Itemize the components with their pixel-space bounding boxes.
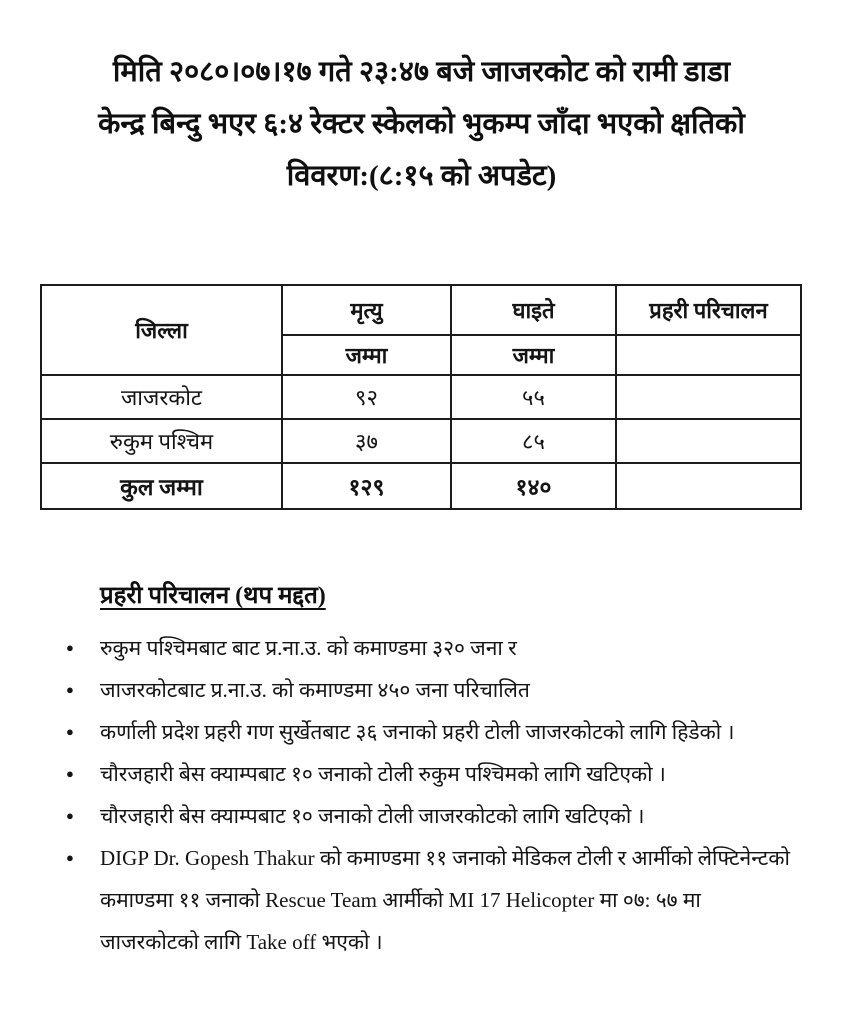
cell-deaths: ९२ (282, 375, 451, 419)
cell-district: जाजरकोट (41, 375, 282, 419)
bullet-text: जाजरकोटबाट प्र.ना.उ. को कमाण्डमा ४५० जना परिचालित (100, 678, 530, 702)
col-header-deaths: मृत्यु (282, 285, 451, 335)
bullet-icon: ● (66, 640, 74, 655)
cell-total-police (616, 463, 801, 509)
table-row (41, 419, 801, 463)
cell-total-injured: १४० (451, 463, 616, 509)
table-row (41, 375, 801, 419)
bullet-text: कर्णाली प्रदेश प्रहरी गण सुर्खेतबाट ३६ जनाको प्रहरी टोली जाजरकोटको लागि हिडेको । (100, 720, 735, 744)
bullet-icon: ● (66, 682, 74, 697)
subheader-deaths-total: जम्मा (282, 335, 451, 375)
bullet-text: रुकुम पश्चिमबाट बाट प्र.ना.उ. को कमाण्डमा ३२० जना र (100, 636, 517, 660)
col-header-district: जिल्ला (41, 285, 282, 375)
bullet-icon: ● (66, 724, 74, 739)
title-line-3: विवरण:(८:१५ को अपडेट) (286, 160, 557, 192)
bullet-text: DIGP Dr. Gopesh Thakur को कमाण्डमा ११ जनाको मेडिकल टोली र आर्मीको लेफ्टिनेन्टको कमाण्डमा ११ जनाको Rescue Team आर्मीको MI 17 Helicopter मा ०७: ५७ मा जाजरकोटको लागि Take off भएको । (100, 846, 790, 954)
title-line-2: केन्द्र बिन्दु भएर ६:४ रेक्टर स्केलको भुकम्प जाँदा भएको क्षतिको (98, 108, 745, 140)
bullet-icon: ● (66, 808, 74, 823)
table-header-row (41, 285, 801, 335)
list-item (40, 795, 803, 837)
section-heading: प्रहरी परिचालन (थप मद्दत) (100, 583, 326, 609)
police-mobilization-section (40, 510, 803, 963)
cell-deaths: ३७ (282, 419, 451, 463)
cell-injured: ८५ (451, 419, 616, 463)
bullet-icon: ● (66, 766, 74, 781)
bullet-text: चौरजहारी बेस क्याम्पबाट १० जनाको टोली जाजरकोटको लागि खटिएको । (100, 804, 645, 828)
cell-police (616, 375, 801, 419)
list-item (40, 837, 803, 963)
col-header-injured: घाइते (451, 285, 616, 335)
cell-district: रुकुम पश्चिम (41, 419, 282, 463)
casualty-table (40, 284, 802, 510)
list-item (40, 669, 803, 711)
bullet-list (40, 627, 803, 963)
document-title (40, 46, 803, 202)
subheader-police-empty (616, 335, 801, 375)
title-line-1: मिति २०८०।०७।१७ गते २३:४७ बजे जाजरकोट को रामी डाडा (112, 56, 731, 88)
list-item (40, 711, 803, 753)
subheader-injured-total: जम्मा (451, 335, 616, 375)
list-item (40, 627, 803, 669)
table-total-row (41, 463, 801, 509)
bullet-text: चौरजहारी बेस क्याम्पबाट १० जनाको टोली रुकुम पश्चिमको लागि खटिएको । (100, 762, 666, 786)
cell-total-label: कुल जम्मा (41, 463, 282, 509)
cell-injured: ५५ (451, 375, 616, 419)
list-item (40, 753, 803, 795)
col-header-police: प्रहरी परिचालन (616, 285, 801, 335)
cell-police (616, 419, 801, 463)
bullet-icon: ● (66, 850, 74, 865)
cell-total-deaths: १२९ (282, 463, 451, 509)
